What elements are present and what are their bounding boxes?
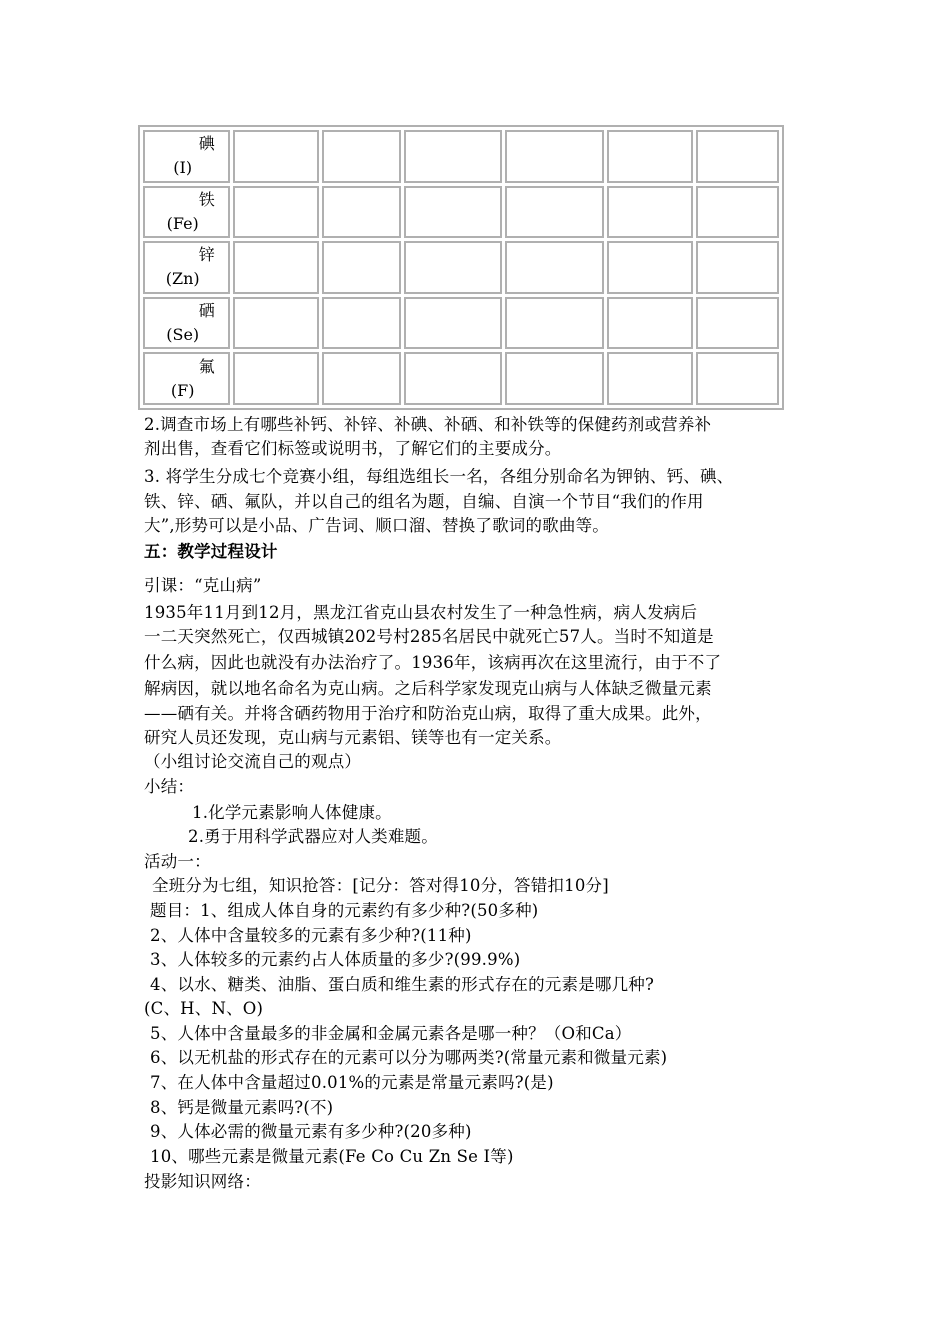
element-name: 铁	[198, 189, 215, 209]
empty-cell	[233, 186, 318, 239]
element-name: 碘	[198, 134, 215, 154]
story-line: 1935年11月到12月，黑龙江省克山县农村发生了一种急性病，病人发病后	[144, 603, 698, 622]
table-row	[143, 241, 779, 294]
element-symbol: (Fe)	[166, 213, 199, 233]
empty-cell	[233, 130, 318, 183]
empty-cell	[607, 130, 692, 183]
element-table	[138, 125, 784, 410]
element-symbol: (F)	[170, 380, 195, 400]
intro-line: 引课：“克山病”	[144, 576, 262, 595]
question-line: 10、哪些元素是微量元素(Fe Co Cu Zn Se I等)	[150, 1147, 514, 1166]
summary-item: 1.化学元素影响人体健康。	[192, 803, 392, 822]
empty-cell	[404, 297, 502, 350]
question-line: 3、人体较多的元素约占人体质量的多少?(99.9%)	[150, 950, 521, 969]
empty-cell	[322, 130, 401, 183]
empty-cell	[322, 186, 401, 239]
question-line: 7、在人体中含量超过0.01%的元素是常量元素吗?(是)	[150, 1073, 554, 1092]
empty-cell	[233, 297, 318, 350]
summary-item: 2.勇于用科学武器应对人类难题。	[188, 827, 438, 846]
question-line: 5、人体中含量最多的非金属和金属元素各是哪一种？（O和Ca）	[150, 1024, 632, 1043]
element-cell	[143, 241, 230, 294]
empty-cell	[404, 352, 502, 405]
empty-cell	[322, 352, 401, 405]
activity-title: 活动一：	[144, 852, 211, 871]
empty-cell	[505, 130, 605, 183]
question-line: 6、以无机盐的形式存在的元素可以分为哪两类?(常量元素和微量元素)	[150, 1048, 668, 1067]
empty-cell	[404, 241, 502, 294]
empty-cell	[607, 352, 692, 405]
empty-cell	[505, 352, 605, 405]
element-cell	[143, 130, 230, 183]
element-cell	[143, 352, 230, 405]
section-heading: 五：教学过程设计	[144, 542, 278, 561]
empty-cell	[404, 186, 502, 239]
table-row	[143, 297, 779, 350]
prep-item-2-line-2: 剂出售，查看它们标签或说明书，了解它们的主要成分。	[144, 439, 562, 458]
table-row	[143, 130, 779, 183]
element-cell	[143, 186, 230, 239]
empty-cell	[696, 130, 779, 183]
empty-cell	[322, 297, 401, 350]
projection-label: 投影知识网络：	[144, 1172, 261, 1191]
prep-item-2-line-1: 2.调查市场上有哪些补钙、补锌、补碘、补硒、和补铁等的保健药剂或营养补	[144, 415, 712, 434]
empty-cell	[607, 241, 692, 294]
empty-cell	[505, 186, 605, 239]
prep-item-3-line-2: 铁、锌、硒、氟队，并以自己的组名为题，自编、自演一个节目“我们的作用	[144, 492, 704, 511]
empty-cell	[607, 297, 692, 350]
empty-cell	[505, 241, 605, 294]
element-symbol: (I)	[173, 158, 193, 178]
empty-cell	[404, 130, 502, 183]
story-line: 解病因，就以地名命名为克山病。之后科学家发现克山病与人体缺乏微量元素	[144, 679, 712, 698]
element-name: 硒	[198, 301, 215, 321]
question-line: 4、以水、糖类、油脂、蛋白质和维生素的形式存在的元素是哪几种?	[150, 975, 655, 994]
empty-cell	[696, 186, 779, 239]
empty-cell	[505, 297, 605, 350]
prep-item-3-line-1: 3. 将学生分成七个竞赛小组，每组选组长一名，各组分别命名为钾钠、钙、碘、	[144, 467, 734, 486]
empty-cell	[607, 186, 692, 239]
table-row	[143, 186, 779, 239]
empty-cell	[696, 241, 779, 294]
question-line: 9、人体必需的微量元素有多少种?(20多种)	[150, 1122, 472, 1141]
summary-title: 小结：	[144, 777, 195, 796]
empty-cell	[233, 352, 318, 405]
story-line: 研究人员还发现，克山病与元素铝、镁等也有一定关系。	[144, 728, 562, 747]
empty-cell	[696, 297, 779, 350]
element-name: 锌	[198, 245, 215, 265]
question-line: 8、钙是微量元素吗?(不)	[150, 1098, 334, 1117]
element-symbol: (Se)	[166, 325, 200, 345]
element-cell	[143, 297, 230, 350]
element-symbol: (Zn)	[165, 269, 200, 289]
story-line: 什么病，因此也就没有办法治疗了。1936年，该病再次在这里流行，由于不了	[144, 653, 722, 672]
empty-cell	[322, 241, 401, 294]
story-line: ——硒有关。并将含硒药物用于治疗和防治克山病，取得了重大成果。此外，	[144, 704, 712, 723]
question-line: 题目：1、组成人体自身的元素约有多少种?(50多种)	[150, 901, 539, 920]
story-line: 一二天突然死亡，仅西城镇202号村285名居民中就死亡57人。当时不知道是	[144, 627, 714, 646]
table-row	[143, 352, 779, 405]
empty-cell	[696, 352, 779, 405]
discussion-note: （小组讨论交流自己的观点）	[144, 752, 362, 771]
question-line: 2、人体中含量较多的元素有多少种?(11种)	[150, 926, 472, 945]
prep-item-3-line-3: 大”,形势可以是小品、广告词、顺口溜、替换了歌词的歌曲等。	[144, 516, 609, 535]
element-name: 氟	[198, 356, 215, 376]
empty-cell	[233, 241, 318, 294]
question-line: (C、H、N、O)	[144, 999, 264, 1018]
activity-rule: 全班分为七组，知识抢答：[记分：答对得10分，答错扣10分]	[152, 876, 609, 895]
